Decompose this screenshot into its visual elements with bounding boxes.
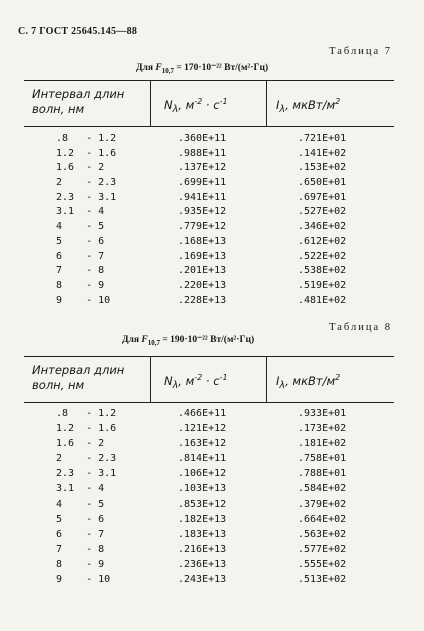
table-7-condition: Для $F_{10,7} = 170\cdot 10^{-22}$ Вт/(м²·Гц) <box>136 63 269 75</box>
intensity-cell: .577E+02 <box>298 543 347 555</box>
interval-cell: 6 - 7 <box>56 250 105 262</box>
flux-cell: .935E+12 <box>178 206 227 218</box>
flux-cell: .220E+13 <box>178 279 227 291</box>
flux-cell: .988E+11 <box>178 147 227 159</box>
intensity-cell: .650E+01 <box>298 177 347 189</box>
interval-cell: 7 - 8 <box>56 265 105 277</box>
flux-cell: .779E+12 <box>178 221 227 233</box>
interval-column-header: Интервал длин волн, нм <box>32 87 125 116</box>
table-row <box>24 206 394 221</box>
interval-cell: 8 - 9 <box>56 558 105 570</box>
intensity-cell: .758E+01 <box>298 453 347 465</box>
table-row <box>24 529 394 544</box>
interval-cell: 9 - 10 <box>56 294 111 306</box>
flux-cell: .121E+12 <box>178 423 227 435</box>
interval-cell: 2.3 - 3.1 <box>56 191 117 203</box>
intensity-cell: .664E+02 <box>298 513 347 525</box>
interval-cell: 9 - 10 <box>56 574 111 586</box>
table-row <box>24 133 394 148</box>
interval-cell: 1.6 - 2 <box>56 162 105 174</box>
table-row <box>24 295 394 310</box>
table-row <box>24 559 394 574</box>
intensity-cell: .612E+02 <box>298 235 347 247</box>
flux-cell: .236E+13 <box>178 558 227 570</box>
table-8-condition: Для $F_{10,7} = 190\cdot 10^{-22}$ Вт/(м²·Гц) <box>122 335 255 347</box>
flux-cell: .137E+12 <box>178 162 227 174</box>
table-row <box>24 148 394 163</box>
intensity-cell: .181E+02 <box>298 438 347 450</box>
page-header: С. 7 ГОСТ 25645.145—88 <box>18 26 138 37</box>
intensity-cell: .527E+02 <box>298 206 347 218</box>
table-row <box>24 423 394 438</box>
flux-cell: .243E+13 <box>178 574 227 586</box>
table-row <box>24 162 394 177</box>
interval-cell: 5 - 6 <box>56 235 105 247</box>
intensity-cell: .519E+02 <box>298 279 347 291</box>
flux-cell: .814E+11 <box>178 453 227 465</box>
intensity-cell: .522E+02 <box>298 250 347 262</box>
flux-column-header: $N_\lambda$, $м^{-2} \cdot с^{-1}$ <box>164 373 228 392</box>
flux-cell: .201E+13 <box>178 265 227 277</box>
intensity-cell: .481E+02 <box>298 294 347 306</box>
table-row <box>24 453 394 468</box>
flux-cell: .168E+13 <box>178 235 227 247</box>
interval-cell: 1.2 - 1.6 <box>56 423 117 435</box>
table-row <box>24 221 394 236</box>
flux-cell: .699E+11 <box>178 177 227 189</box>
table-7-label: Таблица 7 <box>329 46 392 57</box>
table-row <box>24 514 394 529</box>
flux-cell: .466E+11 <box>178 408 227 419</box>
flux-cell: .163E+12 <box>178 438 227 450</box>
table-8-header <box>24 356 394 403</box>
interval-cell: 5 - 6 <box>56 513 105 525</box>
table-row <box>24 468 394 483</box>
intensity-column-header: $I_\lambda$, мкВт/$м^2$ <box>276 373 341 392</box>
intensity-cell: .563E+02 <box>298 528 347 540</box>
interval-cell: 2 - 2.3 <box>56 177 117 189</box>
intensity-cell: .697E+01 <box>298 191 347 203</box>
table-row <box>24 544 394 559</box>
interval-cell: 3.1 - 4 <box>56 206 105 218</box>
interval-cell: 4 - 5 <box>56 498 105 510</box>
table-row <box>24 177 394 192</box>
interval-cell: 6 - 7 <box>56 528 105 540</box>
flux-cell: .182E+13 <box>178 513 227 525</box>
table-row <box>24 251 394 266</box>
flux-column-header: $N_\lambda$, $м^{-2} \cdot с^{-1}$ <box>164 97 228 116</box>
interval-cell: .8 - 1.2 <box>56 408 117 419</box>
table-row <box>24 438 394 453</box>
interval-cell: 7 - 8 <box>56 543 105 555</box>
interval-cell: 2 - 2.3 <box>56 453 117 465</box>
table-row <box>24 192 394 207</box>
intensity-cell: .141E+02 <box>298 147 347 159</box>
intensity-cell: .555E+02 <box>298 558 347 570</box>
table-7-body <box>24 133 394 309</box>
table-row <box>24 265 394 280</box>
table-row <box>24 574 394 589</box>
flux-cell: .216E+13 <box>178 543 227 555</box>
intensity-cell: .153E+02 <box>298 162 347 174</box>
flux-cell: .106E+12 <box>178 468 227 480</box>
flux-cell: .103E+13 <box>178 483 227 495</box>
flux-cell: .853E+12 <box>178 498 227 510</box>
interval-cell: .8 - 1.2 <box>56 133 117 144</box>
table-row <box>24 408 394 423</box>
interval-cell: 8 - 9 <box>56 279 105 291</box>
intensity-cell: .173E+02 <box>298 423 347 435</box>
intensity-cell: .538E+02 <box>298 265 347 277</box>
interval-column-header: Интервал длин волн, нм <box>32 363 125 392</box>
intensity-cell: .788E+01 <box>298 468 347 480</box>
interval-cell: 1.6 - 2 <box>56 438 105 450</box>
table-row <box>24 483 394 498</box>
table-7-header <box>24 80 394 127</box>
interval-cell: 2.3 - 3.1 <box>56 468 117 480</box>
table-row <box>24 236 394 251</box>
table-8-label: Таблица 8 <box>329 322 392 333</box>
intensity-cell: .721E+01 <box>298 133 347 144</box>
flux-cell: .169E+13 <box>178 250 227 262</box>
flux-cell: .360E+11 <box>178 133 227 144</box>
interval-cell: 4 - 5 <box>56 221 105 233</box>
interval-cell: 3.1 - 4 <box>56 483 105 495</box>
flux-cell: .228E+13 <box>178 294 227 306</box>
flux-cell: .941E+11 <box>178 191 227 203</box>
intensity-cell: .584E+02 <box>298 483 347 495</box>
intensity-cell: .513E+02 <box>298 574 347 586</box>
intensity-cell: .379E+02 <box>298 498 347 510</box>
intensity-column-header: $I_\lambda$, мкВт/$м^2$ <box>276 97 341 116</box>
table-row <box>24 499 394 514</box>
intensity-cell: .346E+02 <box>298 221 347 233</box>
table-8-body <box>24 408 394 589</box>
flux-cell: .183E+13 <box>178 528 227 540</box>
table-row <box>24 280 394 295</box>
interval-cell: 1.2 - 1.6 <box>56 147 117 159</box>
intensity-cell: .933E+01 <box>298 408 347 419</box>
